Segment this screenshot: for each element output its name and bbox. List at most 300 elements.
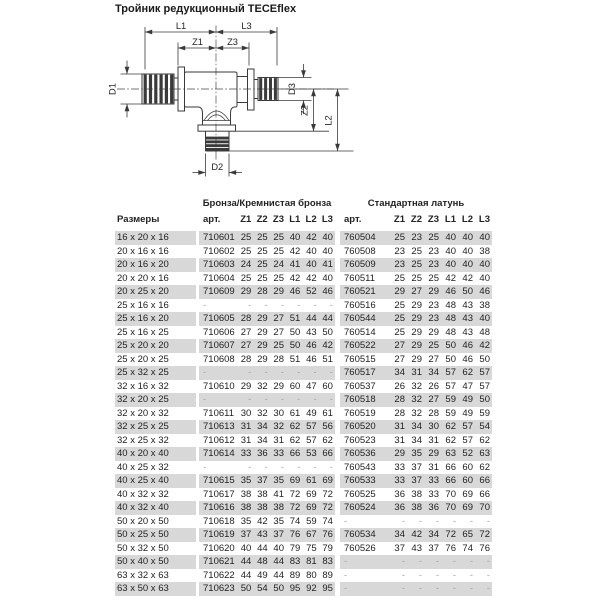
size-cell: 50 x 25 x 50 [115,528,196,542]
bronze-dim-cell: 69 [289,475,301,486]
bronze-block [199,569,335,583]
bronze-dim-cell: - [297,461,301,473]
bronze-dim-cell: 38 [257,488,268,500]
size-cell: 50 x 40 x 50 [115,555,196,569]
brass-dim-cell: 23 [428,259,439,270]
size-cell: 32 x 25 x 25 [115,420,196,434]
bronze-dim-cell: 50 [289,340,301,351]
size-cell: 40 x 25 x 32 [117,461,169,473]
brass-dim-cell: 40 [445,259,456,270]
bronze-dim-cell: 40 [322,272,333,284]
brass-dim-cell: 42 [462,272,473,284]
bronze-header-dim-cell: L2 [305,214,317,225]
bronze-block [199,380,335,394]
brass-dim-cell: 23 [428,245,439,257]
bronze-article-cell: 710604 [203,272,235,284]
brass-dim-cell: 43 [462,313,473,324]
dim-label-z2: Z2 [299,105,310,116]
dimensions-table [115,197,492,596]
bronze-article-cell: 710621 [203,556,235,567]
size-cell: 40 x 32 x 32 [117,488,169,500]
bronze-dim-cell: 74 [322,515,333,527]
bronze-article-cell: 710609 [203,286,235,297]
brass-header-dim-cell: Z3 [427,214,439,225]
size-cell: 25 x 16 x 25 [117,326,169,338]
bronze-block [199,407,335,421]
brass-dim-cell: 76 [479,542,490,554]
brass-article-cell: 760519 [344,407,376,419]
bronze-block [199,312,335,326]
bronze-dim-cell: - [264,461,268,473]
bronze-block [199,474,335,488]
brass-dim-cell: - [469,583,473,594]
brass-dim-cell: 40 [479,232,490,243]
brass-dim-cell: 33 [428,488,439,500]
bronze-dim-cell: 25 [240,232,252,243]
brass-dim-cell: 66 [479,488,490,500]
brass-dim-cell: 40 [462,259,473,270]
bronze-header-dim-cell: Z2 [256,214,268,225]
brass-dim-cell: 23 [428,299,439,311]
bronze-dim-cell: 83 [322,556,333,567]
bronze-dim-cell: 31 [240,434,252,446]
brass-dim-cell: 69 [462,502,473,513]
dim-label-l3: L3 [241,21,252,32]
bronze-article-cell: 710610 [203,380,235,392]
brass-dim-cell: 40 [479,313,490,324]
bronze-block [199,285,335,299]
bronze-block [199,515,335,529]
bronze-block [199,447,335,461]
brass-dim-cell: 27 [394,340,405,351]
bronze-dim-cell: 43 [257,529,268,540]
brass-dim-cell: 50 [462,286,473,297]
brass-dim-cell: 25 [394,313,405,324]
bronze-article-cell: 710614 [203,448,235,459]
brass-article-cell: 760509 [344,259,376,270]
bronze-dim-cell: 72 [289,488,301,500]
brass-article-cell: 760521 [344,286,376,297]
bronze-block [199,461,335,475]
brass-block [340,245,492,259]
size-cell: 20 x 16 x 16 [117,245,169,257]
brass-dim-cell: - [452,556,456,567]
brass-block [340,366,492,380]
brass-article-cell: - [344,569,348,581]
brass-dim-cell: 47 [462,380,473,392]
brass-block [340,528,492,542]
brass-dim-cell: 23 [428,313,439,324]
table-row [115,245,492,259]
bronze-block [199,528,335,542]
bronze-article-cell: 710612 [203,434,235,446]
brass-dim-cell: 29 [394,448,405,459]
bronze-dim-cell: 34 [257,434,268,446]
bronze-dim-cell: 34 [257,421,268,432]
bronze-dim-cell: 74 [289,515,301,527]
brass-article-cell: 760511 [344,272,375,284]
brass-header-dim-cell: L3 [478,214,490,225]
brass-dim-cell: 31 [411,367,422,378]
table-row [115,353,492,367]
size-cell: 32 x 16 x 32 [117,380,169,392]
brass-dim-cell: 29 [411,326,422,338]
size-cell: 32 x 20 x 25 [115,393,196,407]
bronze-dim-cell: 29 [273,380,284,392]
bronze-dim-cell: 27 [273,326,284,338]
brass-article-cell: 760522 [344,340,376,351]
brass-block [340,488,492,502]
brass-dim-cell: 59 [479,407,490,419]
bronze-dim-cell: 35 [240,475,252,486]
bronze-dim-cell: 66 [289,448,301,459]
brass-dim-cell: 48 [445,299,456,311]
bronze-article-cell: 710613 [203,421,235,432]
dim-label-z1: Z1 [192,37,203,48]
bronze-dim-cell: 47 [306,380,317,392]
brass-dim-cell: 49 [462,407,473,419]
brass-dim-cell: 29 [394,286,405,297]
dim-label-d3: D3 [287,83,297,95]
brass-dim-cell: 29 [411,340,422,351]
brass-dim-cell: 25 [428,232,439,243]
bronze-dim-cell: 57 [306,421,317,432]
bronze-dim-cell: 29 [273,286,284,297]
bronze-dim-cell: - [280,461,284,473]
brass-dim-cell: 63 [445,448,456,459]
bronze-dim-cell: 37 [273,529,284,540]
brass-block [340,582,492,596]
bronze-dim-cell: 89 [322,569,333,581]
table-body [115,231,492,596]
group-header-spacer [115,197,196,211]
bronze-dim-cell: - [248,299,252,311]
bronze-article-cell: 710619 [203,529,235,540]
size-cell: 40 x 20 x 40 [115,447,196,461]
bronze-dim-cell: 38 [240,502,252,513]
bronze-block [199,542,335,556]
bronze-dim-cell: 36 [257,448,268,459]
bronze-dim-cell: 44 [240,569,252,581]
size-cell: 25 x 16 x 16 [117,299,169,311]
bronze-dim-cell: - [313,394,317,405]
bronze-dim-cell: 52 [306,286,317,297]
brass-dim-cell: 49 [462,394,473,405]
brass-dim-cell: - [486,569,490,581]
brass-block [340,542,492,556]
brass-dim-cell: - [418,569,422,581]
brass-dim-cell: 50 [445,340,456,351]
bronze-dim-cell: 30 [240,407,252,419]
brass-dim-cell: - [435,583,439,594]
brass-article-cell: - [344,583,348,594]
brass-dim-cell: 32 [411,394,422,405]
brass-block [340,339,492,353]
brass-block [340,231,492,245]
brass-dim-cell: 29 [411,353,422,365]
bronze-article-cell: 710608 [203,353,235,365]
brass-dim-cell: 27 [428,394,439,405]
bronze-dim-cell: 49 [306,407,317,419]
dim-label-l1: L1 [175,21,187,32]
size-cell: 20 x 20 x 16 [117,272,169,284]
bronze-block [199,231,335,245]
dim-label-d2: D2 [211,161,224,172]
brass-block [340,353,492,367]
table-row [115,447,492,461]
bronze-dim-cell: 44 [306,313,317,324]
brass-dim-cell: 66 [445,475,456,486]
table-row [115,326,492,340]
bronze-dim-cell: 25 [273,232,284,243]
brass-dim-cell: 34 [428,529,439,540]
brass-dim-cell: - [486,515,490,527]
brass-dim-cell: 63 [479,448,490,459]
bronze-article-cell: 710607 [203,340,235,351]
bronze-dim-cell: 46 [322,286,333,297]
brass-dim-cell: 32 [411,407,422,419]
brass-dim-cell: 25 [411,272,422,284]
brass-dim-cell: 57 [462,421,473,432]
bronze-dim-cell: 38 [257,502,268,513]
bronze-dim-cell: 32 [273,421,284,432]
brass-dim-cell: 36 [394,488,405,500]
bronze-article-cell: - [203,394,207,405]
bronze-block [199,339,335,353]
brass-dim-cell: - [401,569,405,581]
bronze-dim-cell: 42 [257,515,268,527]
brass-dim-cell: 59 [445,394,456,405]
brass-header-article-cell: арт. [344,214,362,225]
brass-dim-cell: 26 [428,380,439,392]
brass-block [340,299,492,313]
bronze-dim-cell: 54 [257,583,268,594]
brass-subheaders [340,211,492,228]
brass-block [340,326,492,340]
bronze-article-cell: 710616 [203,502,235,513]
brass-dim-cell: 40 [462,232,473,243]
size-cell: 32 x 25 x 32 [117,434,169,446]
size-cell: 50 x 20 x 50 [117,515,169,527]
brass-dim-cell: 46 [462,353,473,365]
table-row [115,339,492,353]
bronze-dim-cell: 25 [257,259,268,270]
bronze-dim-cell: 24 [240,259,252,270]
brass-dim-cell: 29 [411,299,422,311]
table-row [115,272,492,286]
table-row [115,380,492,394]
brass-dim-cell: 34 [428,367,439,378]
brass-dim-cell: 48 [445,313,456,324]
bronze-dim-cell: - [329,367,333,378]
brass-dim-cell: - [418,556,422,567]
brass-dim-cell: 34 [394,529,405,540]
bronze-dim-cell: - [297,367,301,378]
bronze-dim-cell: 33 [273,448,284,459]
brass-dim-cell: 60 [462,475,473,486]
brass-dim-cell: - [452,515,456,527]
bronze-dim-cell: 92 [306,583,317,594]
bronze-header-article-cell: арт. [203,214,221,225]
brass-article-cell: 760524 [344,502,376,513]
brass-dim-cell: 66 [479,475,490,486]
size-cell: 32 x 20 x 32 [117,407,169,419]
bronze-block [199,488,335,502]
brass-dim-cell: 62 [479,461,490,473]
bronze-block [199,272,335,286]
bronze-dim-cell: 32 [257,380,268,392]
size-cell: 25 x 20 x 25 [117,353,169,365]
brass-dim-cell: 25 [411,259,422,270]
size-cell: 25 x 20 x 20 [115,339,196,353]
brass-dim-cell: 70 [445,502,456,513]
bronze-dim-cell: 32 [257,407,268,419]
bronze-article-cell: 710606 [203,326,235,338]
brass-dim-cell: 29 [428,326,439,338]
brass-dim-cell: 50 [445,353,456,365]
bronze-dim-cell: 44 [257,542,268,554]
bronze-block [199,501,335,515]
brass-dim-cell: 23 [394,259,405,270]
bronze-dim-cell: 35 [240,515,252,527]
brass-dim-cell: 69 [462,488,473,500]
bronze-article-cell: - [203,299,207,311]
brass-block [340,474,492,488]
brass-dim-cell: 31 [394,421,405,432]
brass-dim-cell: 52 [462,448,473,459]
bronze-dim-cell: 46 [306,353,317,365]
bronze-dim-cell: - [264,394,268,405]
bronze-article-cell: 710601 [203,232,235,243]
brass-dim-cell: 25 [394,272,405,284]
brass-dim-cell: 37 [411,461,422,473]
page-title: Тройник редукционный TECEflex [115,3,297,15]
technical-drawing [95,18,375,190]
bronze-dim-cell: 31 [273,434,284,446]
bronze-article-cell: 710605 [203,313,235,324]
brass-dim-cell: - [486,583,490,594]
brass-block [340,272,492,286]
brass-group-title: Стандартная латунь [367,198,465,209]
brass-dim-cell: 28 [428,407,439,419]
bronze-dim-cell: 44 [273,569,284,581]
brass-dim-cell: 70 [445,488,456,500]
brass-dim-cell: 38 [479,245,490,257]
brass-block [340,312,492,326]
brass-dim-cell: 46 [479,286,490,297]
bronze-article-cell: 710603 [203,259,235,270]
brass-dim-cell: 62 [462,367,473,378]
bronze-dim-cell: 61 [306,475,317,486]
bronze-dim-cell: - [297,299,301,311]
dim-label-l2: L2 [323,115,334,126]
brass-dim-cell: - [452,583,456,594]
brass-dim-cell: 50 [479,353,490,365]
bronze-dim-cell: 69 [306,488,317,500]
brass-dim-cell: 29 [411,313,422,324]
bronze-dim-cell: 72 [322,488,333,500]
brass-header-dim-cell: Z2 [410,214,422,225]
bronze-dim-cell: 51 [289,353,301,365]
bronze-dim-cell: 24 [273,259,284,270]
brass-dim-cell: 48 [479,326,490,338]
brass-dim-cell: 31 [428,434,439,446]
brass-dim-cell: 76 [445,542,456,554]
bronze-dim-cell: 40 [322,232,333,243]
bronze-dim-cell: 76 [289,529,301,540]
bronze-block [199,582,335,596]
table-row [115,582,492,596]
brass-article-cell: 760520 [344,421,376,432]
brass-article-cell: 760526 [344,542,376,554]
brass-dim-cell: 57 [462,434,473,446]
bronze-article-cell: 710617 [203,488,235,500]
table-row [115,312,492,326]
brass-dim-cell: 25 [394,299,405,311]
brass-dim-cell: 40 [479,272,490,284]
bronze-dim-cell: 41 [273,488,284,500]
brass-article-cell: 760515 [344,353,376,365]
brass-article-cell: 760517 [344,367,376,378]
size-cell: 20 x 25 x 20 [115,285,196,299]
bronze-dim-cell: - [329,299,333,311]
bronze-dim-cell: - [280,394,284,405]
bronze-dim-cell: 40 [289,232,301,243]
size-cell: 40 x 32 x 40 [115,501,196,515]
table-row [115,501,492,515]
brass-article-cell: - [344,515,348,527]
bronze-dim-cell: 60 [322,380,333,392]
bronze-dim-cell: 28 [257,286,268,297]
bronze-dim-cell: 81 [306,556,317,567]
brass-dim-cell: - [401,515,405,527]
table-row [115,407,492,421]
dim-label-z3: Z3 [227,37,238,48]
bronze-dim-cell: 51 [289,313,301,324]
table-row [115,474,492,488]
table-row [115,285,492,299]
brass-dim-cell: 38 [479,299,490,311]
bronze-dim-cell: 29 [257,326,268,338]
brass-dim-cell: 40 [445,245,456,257]
bronze-dim-cell: - [264,299,268,311]
brass-dim-cell: 62 [479,434,490,446]
brass-dim-cell: 29 [428,448,439,459]
table-row [115,258,492,272]
bronze-dim-cell: 89 [289,569,301,581]
bronze-dim-cell: 40 [322,245,333,257]
brass-block [340,501,492,515]
brass-dim-cell: 62 [445,421,456,432]
brass-dim-cell: 33 [394,461,405,473]
bronze-article-cell: - [203,461,207,473]
dim-label-d1: D1 [107,83,118,95]
brass-dim-cell: 42 [479,340,490,351]
bronze-dim-cell: 37 [257,475,268,486]
table-row [115,461,492,475]
brass-dim-cell: 28 [394,394,405,405]
brass-dim-cell: 23 [394,245,405,257]
bronze-dim-cell: 79 [322,542,333,554]
brass-dim-cell: 62 [445,434,456,446]
bronze-dim-cell: 44 [240,556,252,567]
bronze-dim-cell: 67 [306,529,317,540]
bronze-dim-cell: 27 [273,313,284,324]
bronze-article-cell: 710620 [203,542,235,554]
bronze-dim-cell: 50 [322,326,333,338]
brass-block [340,555,492,569]
brass-dim-cell: 38 [411,488,422,500]
